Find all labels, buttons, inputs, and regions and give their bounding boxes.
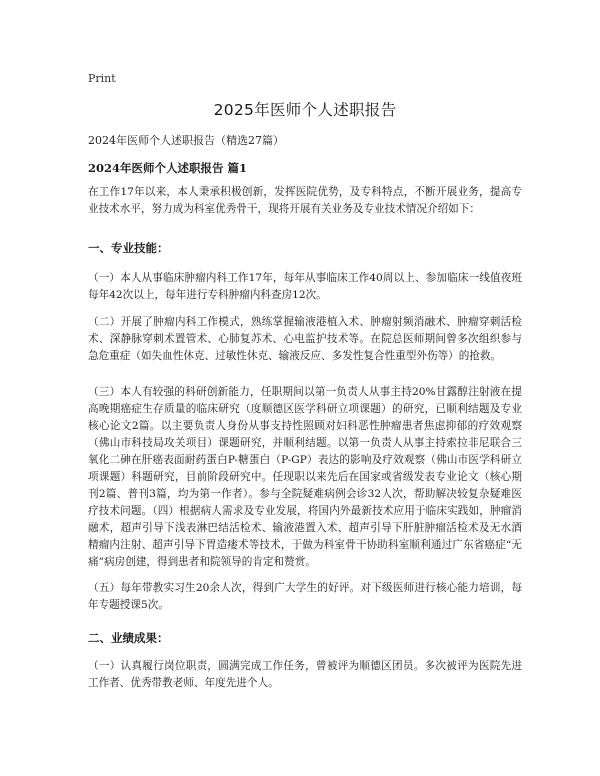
paragraph-achievement-1: （一）认真履行岗位职责，圆满完成工作任务，曾被评为顺德区团员。多次被评为医院先进工作者、优秀带教老师、年度先进个人。 — [88, 660, 522, 689]
section-heading: 2024年医师个人述职报告 篇1 — [88, 161, 248, 175]
paragraph-skill-2: （二）开展了肿瘤内科工作模式，熟练掌握输液港植入术、肿瘤射频消融术、肿瘤穿刺活检术、深静脉穿刺术置管术、心肺复苏术、心电监护技术等。在院总医师期间曾多次组织参与急危重症（如失血性休克、过敏性休克、输液反应、多发性复合性重型外伤等）的抢救。 — [88, 316, 522, 362]
document-subtitle: 2024年医师个人述职报告（精选27篇） — [88, 134, 284, 147]
paragraph-skill-3-4: （三）本人有较强的科研创新能力，任职期间以第一负责人从事主持20%甘露醇注射液在提高晚期癌症生存质量的临床研究（度顺德区医学科研立项课题）的研究，已顺利结题及专业核心论文2篇。以主要负责人身份从事支持性照顾对妇科恶性肿瘤患者焦虑抑郁的疗效观察（佛山市科技局攻关项目）课题研究，并顺利结题。以第一负责人从事主持索拉非尼联合三氧化二砷在肝癌表面耐药蛋白P-糖蛋白（P-GP）表达的影响及疗效观察（佛山市医学科研立项课题）科题研究，目前阶段研究中。任现职以来先后在国家或省级发表专业论文（核心期刊2篇、普刊3篇，均为第一作者）。参与全院疑难病例会诊32人次，帮助解决较复杂疑难医疗技术问题。（四）根据病人需求及专业发展，将国内外最新技术应用于临床实践如，肿瘤消融术，超声引导下浅表淋巴结活检术、输液港置入术、超声引导下肝脏肿瘤活检术及无水酒精瘤内注射、超声引导下胃造瘘术等技术，于做为科室骨干协助科室顺利通过广东省癌症“无痛”病房创建，得到患者和院领导的肯定和赞赏。 — [88, 386, 522, 568]
paragraph-skill-1: （一）本人从事临床肿瘤内科工作17年，每年从事临床工作40周以上、参加临床一线值夜班每年42次以上，每年进行专科肿瘤内科查房12次。 — [88, 272, 522, 301]
print-link[interactable]: Print — [88, 72, 116, 85]
paragraph-skill-5: （五）每年带教实习生20余人次，得到广大学生的好评。对下级医师进行核心能力培训，每年专题授课5次。 — [88, 582, 522, 611]
document-title: 2025年医师个人述职报告 — [213, 101, 397, 119]
intro-paragraph: 在工作17年以来，本人秉承积极创新，发挥医院优势，及专科特点，不断开展业务，提高专业技术水平，努力成为科室优秀骨干，现将开展有关业务及专业技术情况介绍如下： — [88, 186, 522, 215]
heading-professional-skills: 一、专业技能： — [88, 241, 169, 255]
heading-achievements: 二、业绩成果： — [88, 631, 169, 645]
